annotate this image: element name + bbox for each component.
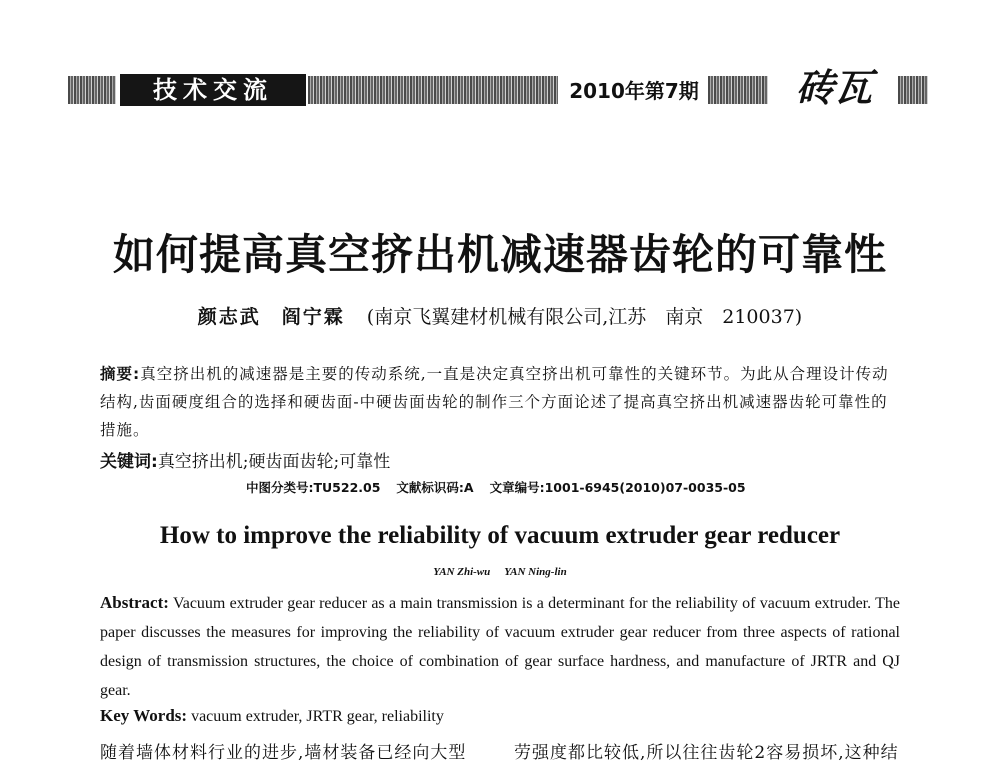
column-name: 技术交流 <box>120 74 306 106</box>
article-number: 文章编号:1001-6945(2010)07-0035-05 <box>489 480 746 495</box>
abstract-cn <box>100 360 900 444</box>
body-column-right: 劳强度都比较低,所以往往齿轮2容易损坏,这种结 <box>514 743 899 763</box>
document-code: 文献标识码:A <box>396 480 474 495</box>
keywords-cn <box>100 447 900 472</box>
author-line <box>60 302 940 329</box>
author-en-1: YAN Zhi-wu <box>433 566 491 578</box>
clc-number: 中图分类号:TU522.05 <box>246 480 381 495</box>
author-affiliation: (南京飞翼建材机械有限公司,江苏 南京 210037) <box>366 306 803 328</box>
column-header <box>68 65 928 110</box>
keywords-cn-text: 真空挤出机;硬齿面齿轮;可靠性 <box>157 452 391 472</box>
abstract-en <box>100 588 900 705</box>
keywords-cn-label: 关键词: <box>100 452 158 472</box>
journal-name: 砖瓦 <box>795 65 872 110</box>
author-names: 颜志武 阎宁霖 <box>197 306 345 328</box>
header-band-end <box>898 76 928 104</box>
issue-number: 2010年第7期 <box>562 78 706 104</box>
keywords-en <box>100 706 900 726</box>
abstract-cn-label: 摘要: <box>100 365 141 383</box>
header-band-left <box>68 76 116 104</box>
abstract-en-label: Abstract: <box>100 593 169 612</box>
paper-title-en: How to improve the reliability of vacuum extruder gear reducer <box>159 522 841 549</box>
keywords-en-label: Key Words: <box>100 706 188 725</box>
header-band-right <box>708 76 768 104</box>
keywords-en-text: vacuum extruder, JRTR gear, reliability <box>191 708 444 725</box>
body-column-left: 随着墙体材料行业的进步,墙材装备已经向大型 <box>100 743 467 763</box>
author-line-en <box>60 566 940 578</box>
paper-title: 如何提高真空挤出机减速器齿轮的可靠性 <box>112 230 887 279</box>
classification-line <box>246 478 806 496</box>
header-band-middle <box>308 76 558 104</box>
abstract-en-text: Vacuum extruder gear reducer as a main transmission is a determinant for the reliability of vacuum extruder. The paper discusses the measures for improving the reliability of vacuum extruder gear reducer from three aspects of rational design of transmission structures, the choice of combination of gear surface hardness, and manufacture of JRTR and QJ gear. <box>100 595 900 699</box>
author-en-2: YAN Ning-lin <box>504 566 567 578</box>
abstract-cn-text: 真空挤出机的减速器是主要的传动系统,一直是决定真空挤出机可靠性的关键环节。为此从合理设计传动结构,齿面硬度组合的选择和硬齿面-中硬齿面齿轮的制作三个方面论述了提高真空挤出机减速器齿轮可靠性的措施。 <box>100 365 889 439</box>
